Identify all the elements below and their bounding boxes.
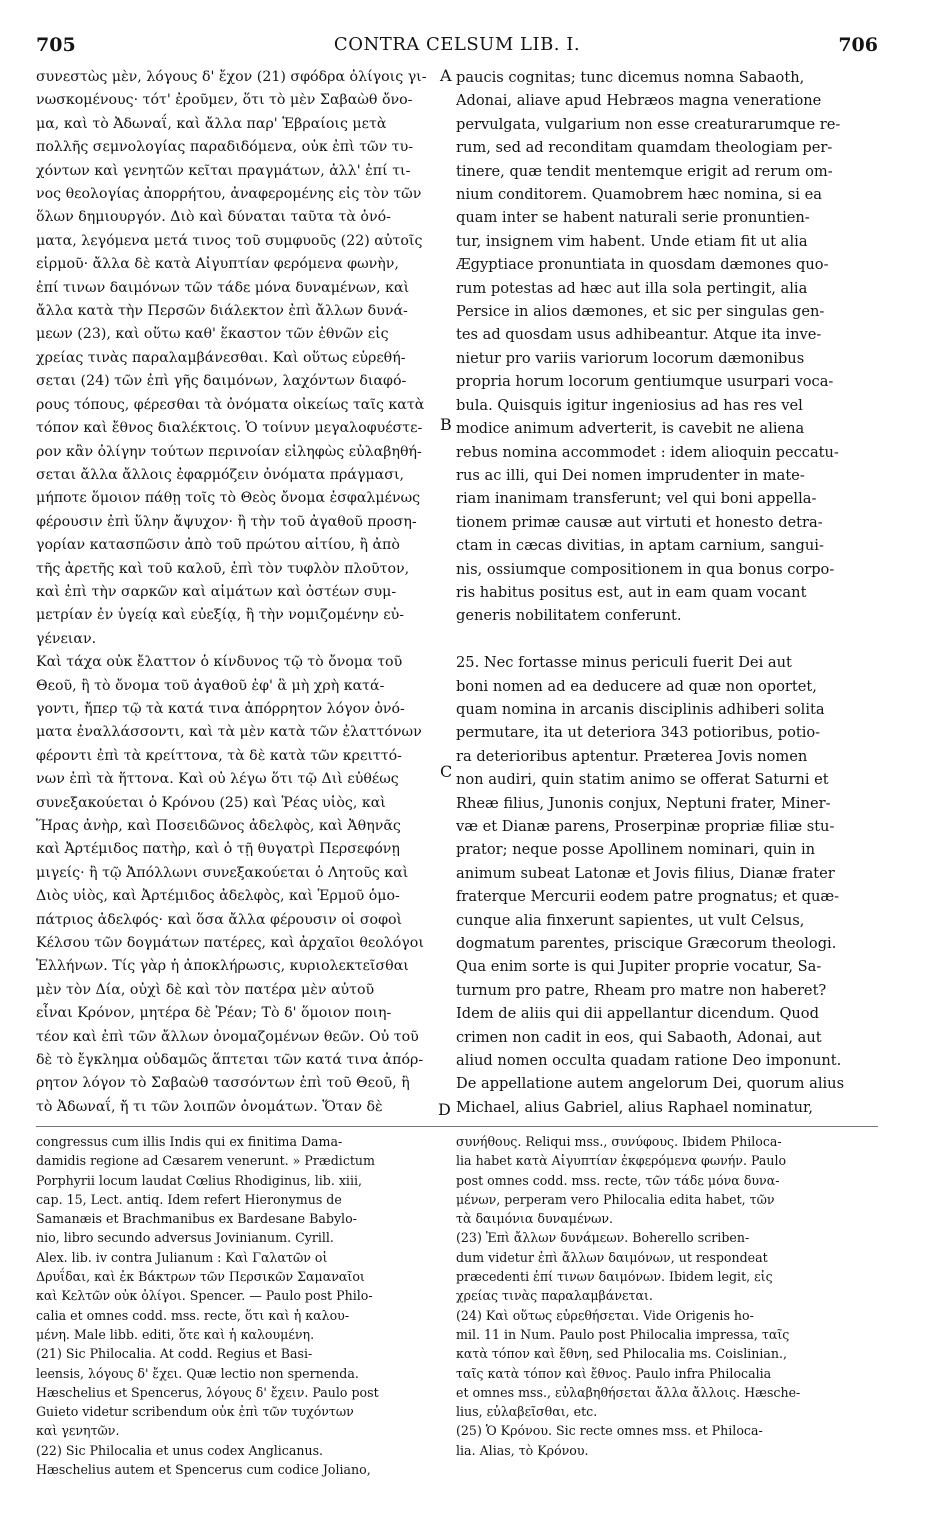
footnote-line: Hæschelius et Spencerus, λόγους δ' ἔχειν. Paulo post bbox=[36, 1384, 379, 1400]
footnote-line: et omnes mss., εὐλαβηθήσεται ἄλλα ἄλλοις. Hæsche- bbox=[456, 1384, 801, 1400]
greek-text-line: πάτριος ἀδελφός· καὶ ὅσα ἄλλα φέρουσιν οἱ σοφοὶ bbox=[36, 911, 403, 928]
greek-text-line: τῆς ἀρετῆς καὶ τοῦ καλοῦ, ἐπὶ τὸν τυφλὸν πλοῦτον, bbox=[36, 560, 410, 577]
greek-text-line: Καὶ τάχα οὐκ ἔλαττον ὁ κίνδυνος τῷ τὸ ὄνομα τοῦ bbox=[36, 654, 403, 671]
margin-letter-b: B bbox=[440, 415, 452, 434]
footnote-line: leensis, λόγους δ' ἔχει. Quæ lectio non spernenda. bbox=[36, 1365, 359, 1381]
latin-text-line bbox=[456, 628, 876, 651]
greek-text-line: εἶναι Κρόνον, μητέρα δὲ Ῥέαν; Τὸ δ' ὅμοιον ποιη- bbox=[36, 1005, 392, 1022]
latin-text-line: væ et Dianæ parens, Proserpinæ propriæ filiæ stu- bbox=[456, 818, 835, 835]
footnote-line: (23) Ἐπὶ ἄλλων δυνάμεων. Boherello scriben- bbox=[456, 1230, 750, 1246]
latin-text-line: modice animum adverterit, is cavebit ne aliena bbox=[456, 420, 805, 438]
latin-text-line: tes ad quosdam usus adhibeantur. Atque ita inve- bbox=[456, 326, 822, 344]
greek-text-line: Κέλσου τῶν δογμάτων πατέρες, καὶ ἀρχαῖοι θεολόγοι bbox=[36, 935, 424, 952]
greek-text-line: χρείας τινὰς παραλαμβάνεσθαι. Καὶ οὕτως εὑρεθή- bbox=[36, 349, 406, 366]
latin-text-line: non audiri, quin statim animo se offerat Saturni et bbox=[456, 771, 829, 789]
margin-letter-d: D bbox=[438, 1100, 451, 1119]
footnote-line: lia. Alias, τὸ Κρόνου. bbox=[456, 1442, 589, 1458]
footnote-line: (24) Καὶ οὕτως εὑρεθήσεται. Vide Origenis ho- bbox=[456, 1307, 754, 1323]
footnote-line: (21) Sic Philocalia. At codd. Regius et Basi- bbox=[36, 1346, 313, 1362]
latin-text-line: Idem de aliis qui dii appellantur dicendum. Quod bbox=[456, 1005, 819, 1023]
greek-text-line: συνεξακούεται ὁ Κρόνου (25) καὶ Ῥέας υἱὸς, καὶ bbox=[36, 794, 386, 811]
page-number-left: 705 bbox=[36, 34, 76, 56]
latin-text-line: pervulgata, vulgarium non esse creaturarumque re- bbox=[456, 115, 841, 133]
footnote-line: χρείας τινὰς παραλαμβάνεται. bbox=[456, 1288, 653, 1304]
greek-text-line: ἐπί τινων δαιμόνων τῶν τάδε μόνα δυναμένων, καὶ bbox=[36, 279, 410, 296]
greek-text-line: μεων (23), καὶ οὕτω καθ' ἕκαστον τῶν ἐθνῶν εἰς bbox=[36, 326, 389, 343]
latin-text-line: Persice in alios dæmones, et sic per singulas gen- bbox=[456, 303, 825, 321]
greek-text-line: φέρουσιν ἐπὶ ὕλην ἄψυχον· ἢ τὴν τοῦ ἀγαθοῦ προση- bbox=[36, 513, 417, 530]
footnote-line: damidis regione ad Cæsarem venerunt. » Prædictum bbox=[36, 1153, 375, 1169]
greek-text-line: δὲ τὸ ἔγκλημα οὐδαμῶς ἅπτεται τῶν κατά τινα ἀπόρ- bbox=[36, 1052, 424, 1069]
greek-text-line: ρητον λόγον τὸ Σαβαὼθ τασσόντων ἐπὶ τοῦ Θεοῦ, ἢ bbox=[36, 1075, 410, 1092]
greek-text-line: τέον καὶ ἐπὶ τῶν ἄλλων ὀνομαζομένων θεῶν. Οὐ τοῦ bbox=[36, 1028, 419, 1045]
greek-text-line: Ἑλλήνων. Τίς γὰρ ἡ ἀποκλήρωσις, κυριολεκτεῖσθαι bbox=[36, 958, 409, 975]
latin-text-line: quam inter se habent naturali serie pronuntien- bbox=[456, 209, 810, 227]
latin-text-line: Ægyptiace pronuntiata in quosdam dæmones quo- bbox=[456, 256, 829, 274]
greek-text-line: σεται (24) τῶν ἐπὶ γῆς δαιμόνων, λαχόντων διαφό- bbox=[36, 373, 407, 390]
latin-text-line: permutare, ita ut deteriora 343 potioribus, potio- bbox=[456, 724, 821, 742]
greek-text-line: ρους τόπους, φέρεσθαι τὰ ὀνόματα οἰκείως ταῖς κατὰ bbox=[36, 396, 425, 413]
margin-letter-c: C bbox=[440, 762, 453, 781]
greek-text-line: σεται ἄλλα ἄλλοις ἐφαρμόζειν ὀνόματα πράγμασι, bbox=[36, 466, 405, 483]
footnote-line: calia et omnes codd. mss. recte, ὅτι καὶ ἡ καλου- bbox=[36, 1307, 350, 1323]
margin-letter-a: A bbox=[440, 66, 452, 85]
footnote-line: lia habet κατὰ Αἰγυπτίαν ἐκφερόμενα φωνήν. Paulo bbox=[456, 1153, 787, 1169]
footnote-line: congressus cum illis Indis qui ex finitima Dama- bbox=[36, 1134, 343, 1149]
greek-text-line: νος θεολογίας ἀπορρήτου, ἀναφερομένης εἰς τὸν τῶν bbox=[36, 186, 422, 203]
latin-text-line: paucis cognitas; tunc dicemus nomna Sabaoth, bbox=[456, 69, 805, 86]
footnote-line: Guieto videtur scribendum οὐκ ἐπὶ τῶν τυχόντων bbox=[36, 1404, 354, 1420]
greek-text-line: εἱρμοῦ· ἄλλα δὲ κατὰ Αἰγυπτίαν φερόμενα φωνὴν, bbox=[36, 256, 399, 273]
latin-text-line: ris habitus positus est, aut in eam quam vocant bbox=[456, 583, 807, 601]
footnote-line: καὶ γενητῶν. bbox=[36, 1423, 120, 1439]
greek-text-line: συνεστὼς μὲν, λόγους δ' ἔχον (21) σφόδρα ὀλίγοις γι- bbox=[36, 69, 427, 85]
latin-text-line: riam inanimam transferunt; vel qui boni appella- bbox=[456, 490, 817, 508]
footnote-line: lius, εὐλαβεῖσθαι, etc. bbox=[456, 1404, 598, 1420]
greek-text-line: γορίαν κατασπῶσιν ἀπὸ τοῦ πρώτου αἰτίου, ἢ ἀπὸ bbox=[36, 537, 400, 554]
latin-text-line: rum, sed ad reconditam quamdam theologiam per- bbox=[456, 139, 833, 157]
greek-text-line: μα, καὶ τὸ Ἀδωναΐ, καὶ ἄλλα παρ' Ἑβραίοις μετὰ bbox=[36, 115, 387, 132]
greek-text-line: ἄλλα κατὰ τὴν Περσῶν διάλεκτον ἐπὶ ἄλλων δυνά- bbox=[36, 303, 408, 320]
greek-text-column bbox=[36, 66, 436, 1119]
latin-text-line: turnum pro patre, Rheam pro matre non haberet? bbox=[456, 981, 827, 999]
greek-text-line: φέροντι ἐπὶ τὰ κρείττονα, τὰ δὲ κατὰ τῶν κρειττό- bbox=[36, 747, 402, 764]
footnote-line: Porphyrii locum laudat Cœlius Rhodiginus, lib. xiii, bbox=[36, 1172, 363, 1188]
footnote-divider bbox=[36, 1126, 878, 1127]
latin-text-line: nietur pro variis variorum locorum dæmonibus bbox=[456, 349, 805, 367]
running-title: CONTRA CELSUM LIB. I. bbox=[333, 34, 581, 55]
greek-text-line: ματα, λεγόμενα μετά τινος τοῦ συμφυοῦς (22) αὐτοῖς bbox=[36, 232, 423, 249]
greek-text-line: μήποτε ὅμοιον πάθῃ τοῖς τὸ Θεὸς ὄνομα ἐσφαλμένως bbox=[36, 490, 421, 507]
footnote-line: μένη. Male libb. editi, ὅτε καὶ ἡ καλουμένη. bbox=[36, 1326, 315, 1342]
latin-text-line: prator; neque posse Apollinem nominari, quin in bbox=[456, 841, 816, 859]
greek-text-line: καὶ Ἀρτέμιδος πατὴρ, καὶ ὁ τῇ θυγατρὶ Περσεφόνῃ bbox=[36, 841, 400, 858]
footnote-line: post omnes codd. mss. recte, τῶν τάδε μόνα δυνα- bbox=[456, 1172, 780, 1188]
greek-text-line: πολλῆς σεμνολογίας παραδιδόμενα, οὐκ ἐπὶ τῶν τυ- bbox=[36, 139, 414, 156]
page-header bbox=[36, 34, 878, 60]
latin-text-line: crimen non cadit in eos, qui Sabaoth, Adonai, aut bbox=[456, 1028, 822, 1046]
latin-text-line: quam nomina in arcanis disciplinis adhiberi solita bbox=[456, 700, 825, 718]
footnote-line: ταῖς κατὰ τόπον καὶ ἔθνος. Paulo infra Philocalia bbox=[456, 1365, 772, 1381]
latin-text-line: De appellatione autem angelorum Dei, quorum alius bbox=[456, 1075, 845, 1093]
latin-text-line: propria horum locorum gentiumque usurpari voca- bbox=[456, 373, 834, 391]
greek-text-line: γένειαν. bbox=[36, 630, 97, 647]
greek-text-line: Θεοῦ, ἢ τὸ ὄνομα τοῦ ἀγαθοῦ ἐφ' ἃ μὴ χρὴ κατά- bbox=[36, 677, 385, 694]
latin-text-line: ra deterioribus aptentur. Præterea Jovis nomen bbox=[456, 747, 808, 765]
greek-text-line: Διὸς υἱὸς, καὶ Ἀρτέμιδος ἀδελφὸς, καὶ Ἑρμοῦ ὁμο- bbox=[36, 888, 400, 905]
footnote-line: συνήθους. Reliqui mss., συνύφους. Ibidem Philoca- bbox=[456, 1134, 782, 1149]
footnote-line: τὰ δαιμόνια δυναμένων. bbox=[456, 1211, 614, 1227]
footnote-line: κατὰ τόπον καὶ ἔθνη, sed Philocalia ms. Coislinian., bbox=[456, 1346, 788, 1362]
greek-text-line: Ἥρας ἀνὴρ, καὶ Ποσειδῶνος ἀδελφὸς, καὶ Ἀθηνᾶς bbox=[36, 818, 401, 834]
latin-text-line: tur, insignem vim habent. Unde etiam fit ut alia bbox=[456, 232, 808, 250]
latin-text-line: nium conditorem. Quamobrem hæc nomina, si ea bbox=[456, 186, 822, 204]
latin-text-line: Adonai, aliave apud Hebræos magna veneratione bbox=[456, 92, 822, 110]
greek-text-line: νωσκομένους· τότ' ἐροῦμεν, ὅτι τὸ μὲν Σαβαὼθ ὄνο- bbox=[36, 92, 413, 109]
latin-text-line: bula. Quisquis igitur ingeniosius ad has res vel bbox=[456, 396, 803, 414]
greek-text-line: τὸ Ἀδωναΐ, ἤ τι τῶν λοιπῶν ὀνομάτων. Ὅταν δὲ bbox=[36, 1098, 383, 1115]
greek-text-line: μετρίαν ἐν ὑγείᾳ καὶ εὐεξίᾳ, ἢ τὴν νομιζομένην εὐ- bbox=[36, 607, 404, 624]
latin-text-line: Michael, alius Gabriel, alius Raphael nominatur, bbox=[456, 1098, 813, 1116]
greek-text-line: ματα ἐναλλάσσοντι, καὶ τὰ μὲν κατὰ τῶν ἐλαττόνων bbox=[36, 724, 422, 741]
latin-text-line: Rheæ filius, Junonis conjux, Neptuni frater, Miner- bbox=[456, 794, 831, 812]
greek-text-line: νων ἐπὶ τὰ ἥττονα. Καὶ οὐ λέγω ὅτι τῷ Διὶ εὐθέως bbox=[36, 771, 399, 788]
footnote-line: (22) Sic Philocalia et unus codex Anglicanus. bbox=[36, 1442, 324, 1458]
latin-text-line: fraterque Mercurii eodem patre prognatus; et quæ- bbox=[456, 888, 840, 906]
latin-text-line: 25. Nec fortasse minus periculi fuerit Dei aut bbox=[456, 654, 792, 672]
latin-text-line: Qua enim sorte is qui Jupiter proprie vocatur, Sa- bbox=[456, 958, 822, 976]
footnote-line: mil. 11 in Num. Paulo post Philocalia impressa, ταῖς bbox=[456, 1326, 790, 1342]
footnote-line: μένων, perperam vero Philocalia edita habet, τῶν bbox=[456, 1191, 775, 1207]
latin-text-line: cunque alia finxerunt sapientes, ut vult Celsus, bbox=[456, 911, 805, 929]
latin-text-line: rebus nomina accommodet : idem alioquin peccatu- bbox=[456, 443, 839, 461]
greek-text-line: καὶ ἐπὶ τὴν σαρκῶν καὶ αἱμάτων καὶ ὀστέων συμ- bbox=[36, 583, 397, 600]
latin-text-line: boni nomen ad ea deducere ad quæ non oportet, bbox=[456, 677, 817, 695]
footnotes-right-column bbox=[456, 1132, 876, 1460]
latin-text-line: rum potestas ad hæc aut illa sola pertingit, alia bbox=[456, 279, 808, 297]
latin-text-line: dogmatum parentes, priscique Græcorum theologi. bbox=[456, 935, 837, 953]
page-number-right: 706 bbox=[838, 34, 878, 56]
footnotes-left-column bbox=[36, 1132, 436, 1479]
latin-text-line: tinere, quæ tendit mentemque erigit ad rerum om- bbox=[456, 162, 833, 180]
footnote-line: Alex. lib. iv contra Julianum : Καὶ Γαλατῶν οἱ bbox=[36, 1249, 328, 1265]
footnote-line: præcedenti ἐπί τινων δαιμόνων. Ibidem legit, εἰς bbox=[456, 1269, 773, 1285]
greek-text-line: μὲν τὸν Δία, οὐχὶ δὲ καὶ τὸν πατέρα μὲν αὐτοῦ bbox=[36, 981, 375, 998]
latin-text-line: animum subeat Latonæ et Jovis filius, Dianæ frater bbox=[456, 864, 835, 882]
greek-text-line: ὅλων δημιουργόν. Διὸ καὶ δύναται ταῦτα τὰ ὀνό- bbox=[36, 209, 391, 226]
greek-text-line: χόντων καὶ γενητῶν κεῖται πραγμάτων, ἀλλ' ἐπί τι- bbox=[36, 162, 411, 179]
latin-text-line: generis nobilitatem conferunt. bbox=[456, 607, 682, 625]
latin-text-line: nis, ossiumque compositionem in qua bonus corpo- bbox=[456, 560, 835, 578]
footnote-line: καὶ Κελτῶν οὐκ ὀλίγοι. Spencer. — Paulo post Philo- bbox=[36, 1288, 373, 1304]
footnote-line: Samanæis et Brachmanibus ex Bardesane Babylo- bbox=[36, 1211, 357, 1227]
latin-text-line: tionem primæ causæ aut virtuti et honesto detra- bbox=[456, 513, 823, 531]
footnote-line: Hæschelius autem et Spencerus cum codice Joliano, bbox=[36, 1462, 371, 1478]
footnote-line: dum videtur ἐπὶ ἄλλων δαιμόνων, ut respondeat bbox=[456, 1249, 768, 1265]
footnote-line: nio, libro secundo adversus Jovinianum. Cyrill. bbox=[36, 1230, 334, 1246]
greek-text-line: ρον κἂν ὀλίγην τούτων περινοίαν εἰληφὼς εὐλαβηθή- bbox=[36, 443, 422, 460]
greek-text-line: μιγείς· ἢ τῷ Ἀπόλλωνι συνεξακούεται ὁ Λητοῦς καὶ bbox=[36, 864, 409, 881]
footnote-line: Δρυΐδαι, καὶ ἐκ Βάκτρων τῶν Περσικῶν Σαμαναῖοι bbox=[36, 1269, 365, 1285]
latin-text-line: rus ac illi, qui Dei nomen imprudenter in mate- bbox=[456, 466, 805, 484]
greek-text-line: τόπον καὶ ἔθνος διαλέκτοις. Ὁ τοίνυν μεγαλοφυέστε- bbox=[36, 420, 423, 437]
footnote-line: cap. 15, Lect. antiq. Idem refert Hieronymus de bbox=[36, 1191, 342, 1207]
greek-text-line: γοντι, ἤπερ τῷ τὰ κατά τινα ἀπόρρητον λόγον ὀνό- bbox=[36, 700, 405, 717]
latin-text-line: ctam in cæcas divitias, in aptam carnium, sangui- bbox=[456, 537, 824, 555]
footnote-line: (25) Ὁ Κρόνου. Sic recte omnes mss. et Philoca- bbox=[456, 1423, 763, 1439]
latin-text-column bbox=[456, 66, 876, 1119]
latin-text-line: aliud nomen occulta quadam ratione Deo imponunt. bbox=[456, 1052, 842, 1070]
